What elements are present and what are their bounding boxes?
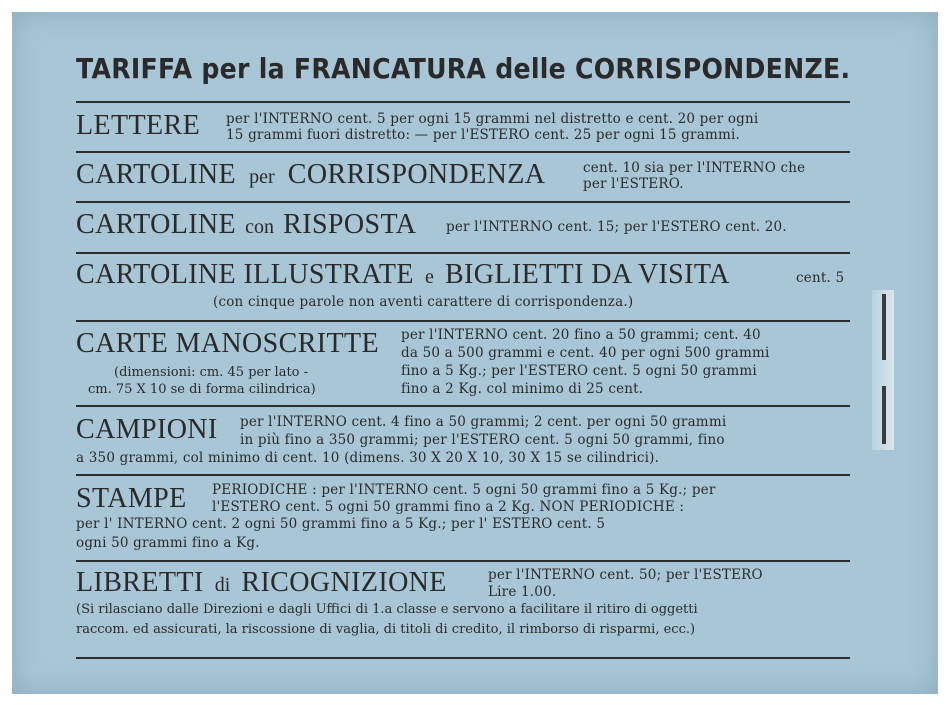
stampe-line-4: ogni 50 grammi fino a Kg.: [76, 535, 260, 551]
cartoline-corr-heading-a: CARTOLINE: [76, 159, 237, 190]
lettere-line-2: 15 grammi fuori distretto: — per l'ESTERO cent. 25 per ogni 15 grammi.: [226, 127, 740, 143]
cartoline-corr-line-2: per l'ESTERO.: [583, 176, 684, 192]
libretti-heading: [76, 567, 447, 599]
campioni-heading: CAMPIONI: [76, 414, 218, 445]
campioni-line-2: in più fino a 350 grammi; per l'ESTERO cent. 5 ogni 50 grammi, fino: [240, 432, 725, 448]
cartoline-corr-heading-c: CORRISPONDENZA: [287, 159, 546, 190]
cartoline-risp-heading: [76, 209, 416, 241]
divider: [76, 657, 850, 659]
campioni-line-3: a 350 grammi, col minimo di cent. 10 (dimens. 30 X 20 X 10, 30 X 15 se cilindrici).: [76, 450, 660, 466]
campioni-line-1: per l'INTERNO cent. 4 fino a 50 grammi; 2 cent. per ogni 50 grammi: [240, 414, 727, 430]
carte-line-1: per l'INTERNO cent. 20 fino a 50 grammi; cent. 40: [401, 327, 761, 343]
cartoline-risp-heading-a: CARTOLINE: [76, 209, 237, 240]
divider: [76, 560, 850, 562]
lettere-heading: LETTERE: [76, 110, 201, 141]
cartoline-ill-heading-a: CARTOLINE ILLUSTRATE: [76, 259, 414, 290]
cartoline-corr-line-1: cent. 10 sia per l'INTERNO che: [583, 160, 806, 176]
divider: [76, 101, 850, 103]
notch-slot-top: [882, 294, 886, 360]
cartoline-risp-line-1: per l'INTERNO cent. 15; per l'ESTERO cent. 20.: [446, 219, 787, 235]
cartoline-corr-heading-b: per: [249, 166, 275, 188]
cartoline-ill-heading: [76, 259, 730, 291]
carte-dimensions-1: (dimensioni: cm. 45 per lato -: [114, 365, 309, 380]
stampe-line-2: l'ESTERO cent. 5 ogni 50 grammi fino a 2 Kg. NON PERIODICHE :: [212, 499, 685, 515]
libretti-note-2: raccom. ed assicurati, la riscossione di vaglia, di titoli di credito, il rimborso di risparmi, ecc.): [76, 622, 696, 637]
libretti-line-2: Lire 1.00.: [488, 584, 557, 600]
cartoline-ill-price: cent. 5: [796, 270, 845, 286]
divider: [76, 252, 850, 254]
cartoline-corr-heading: [76, 159, 545, 191]
divider: [76, 474, 850, 476]
libretti-line-1: per l'INTERNO cent. 50; per l'ESTERO: [488, 567, 763, 583]
libretti-heading-b: di: [214, 574, 231, 596]
cartoline-ill-heading-c: BIGLIETTI DA VISITA: [444, 259, 730, 290]
carte-heading: CARTE MANOSCRITTE: [76, 328, 380, 359]
divider: [76, 320, 850, 322]
stampe-heading: STAMPE: [76, 483, 187, 514]
carte-dimensions-2: cm. 75 X 10 se di forma cilindrica): [88, 382, 316, 397]
cartoline-risp-heading-c: RISPOSTA: [283, 209, 417, 240]
cartoline-ill-heading-b: e: [424, 266, 434, 288]
notch-slot-bottom: [882, 386, 886, 444]
carte-line-4: fino a 2 Kg. col minimo di 25 cent.: [401, 381, 644, 397]
stampe-line-3: per l' INTERNO cent. 2 ogni 50 grammi fino a 5 Kg.; per l' ESTERO cent. 5: [76, 516, 606, 532]
libretti-heading-a: LIBRETTI: [76, 567, 204, 598]
page-title: TARIFFA per la FRANCATURA delle CORRISPONDENZE.: [76, 52, 851, 85]
divider: [76, 151, 850, 153]
libretti-heading-c: RICOGNIZIONE: [241, 567, 447, 598]
carte-line-3: fino a 5 Kg.; per l'ESTERO cent. 5 ogni 50 grammi: [401, 363, 757, 379]
divider: [76, 405, 850, 407]
divider: [76, 201, 850, 203]
cartoline-ill-note: (con cinque parole non aventi carattere di corrispondenza.): [213, 294, 634, 310]
libretti-note-1: (Si rilasciano dalle Direzioni e dagli Uffici di 1.a classe e servono a facilitare il ritiro di oggetti: [76, 602, 698, 617]
stampe-line-1: PERIODICHE : per l'INTERNO cent. 5 ogni 50 grammi fino a 5 Kg.; per: [212, 482, 716, 498]
lettere-line-1: per l'INTERNO cent. 5 per ogni 15 grammi nel distretto e cent. 20 per ogni: [226, 111, 759, 127]
card-tear-notch: [872, 290, 894, 450]
carte-line-2: da 50 a 500 grammi e cent. 40 per ogni 500 grammi: [401, 345, 770, 361]
cartoline-risp-heading-b: con: [245, 216, 275, 238]
